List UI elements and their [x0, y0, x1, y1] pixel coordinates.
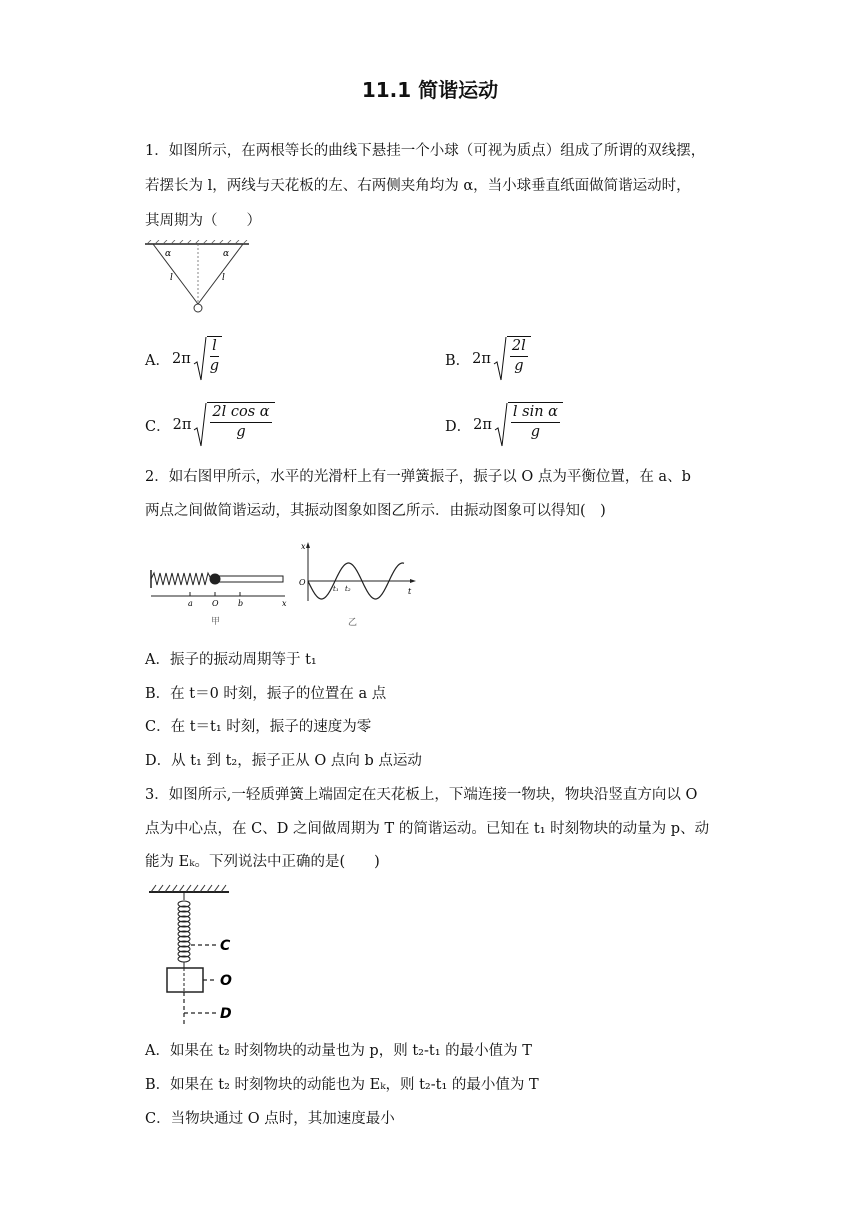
option-label: D．: [445, 418, 472, 435]
q1-fig-length-left: l: [170, 273, 173, 283]
q2-option-c[interactable]: C．在 t＝t₁ 时刻，振子的速度为零: [145, 719, 372, 735]
option-label: C．: [145, 418, 171, 435]
yi-tick-t1: t₁: [333, 585, 339, 593]
yi-ylabel: x: [301, 542, 306, 551]
option-prefix: 2π: [171, 351, 191, 367]
formula-denominator: g: [530, 424, 541, 440]
q1-line-2: 若摆长为 l，两线与天花板的左、右两侧夹角均为 α，当小球垂直纸面做简谐运动时，: [145, 178, 691, 194]
jia-label-o: O: [212, 599, 219, 608]
option-label: B．: [445, 352, 471, 369]
q3-option-a[interactable]: A．如果在 t₂ 时刻物块的动量也为 p，则 t₂-t₁ 的最小值为 T: [145, 1043, 532, 1059]
q1-fig-angle-right: α: [223, 249, 230, 259]
q1-fig-length-right: l: [222, 273, 225, 283]
q3-line-1: 3．如图所示,一轻质弹簧上端固定在天花板上，下端连接一物块，物块沿竖直方向以 O: [145, 787, 698, 803]
jia-label-x: x: [282, 599, 287, 608]
formula-denominator: g: [209, 358, 220, 374]
formula-numerator: 2l: [510, 337, 528, 357]
q2-vibration-graph-yi: [296, 539, 420, 627]
q1-option-c[interactable]: [145, 402, 275, 448]
q2-spring-oscillator-figure-jia: [145, 562, 295, 626]
formula-numerator: l: [210, 337, 219, 357]
q2-option-a[interactable]: A．振子的振动周期等于 t₁: [145, 652, 317, 668]
yi-xlabel: t: [408, 587, 412, 596]
jia-caption: 甲: [211, 617, 221, 626]
q1-bifilar-pendulum-figure: [143, 240, 253, 318]
jia-label-b: b: [238, 599, 244, 608]
yi-tick-t2: t₂: [345, 585, 351, 593]
option-prefix: 2π: [172, 417, 192, 433]
formula-denominator: g: [236, 424, 246, 440]
q3-line-2: 点为中心点，在 C、D 之间做周期为 T 的简谐运动。已知在 t₁ 时刻物块的动量为 p、动: [145, 821, 710, 837]
q2-line-2: 两点之间做简谐运动，其振动图象如图乙所示．由振动图象可以得知( ): [145, 503, 606, 519]
q1-line-1: 1．如图所示，在两根等长的曲线下悬挂一个小球（可视为质点）组成了所谓的双线摆，: [145, 143, 706, 159]
jia-label-a: a: [188, 599, 193, 608]
formula-numerator: l sin α: [511, 403, 560, 423]
q3-option-b[interactable]: B．如果在 t₂ 时刻物块的动能也为 Eₖ，则 t₂-t₁ 的最小值为 T: [145, 1077, 539, 1093]
q1-fig-angle-left: α: [165, 249, 172, 259]
q2-line-1: 2．如右图甲所示，水平的光滑杆上有一弹簧振子，振子以 O 点为平衡位置，在 a、b: [145, 469, 691, 485]
q3-vertical-spring-figure: [145, 882, 245, 1030]
yi-caption: 乙: [348, 618, 358, 627]
option-label: A．: [145, 352, 170, 369]
q1-option-b[interactable]: [445, 336, 531, 382]
option-prefix: 2π: [472, 351, 491, 367]
formula-numerator: 2l cos α: [210, 403, 271, 423]
option-prefix: 2π: [473, 417, 492, 433]
yi-origin: O: [299, 578, 306, 587]
q2-option-d[interactable]: D．从 t₁ 到 t₂，振子正从 O 点向 b 点运动: [145, 753, 422, 769]
q2-option-b[interactable]: B．在 t＝0 时刻，振子的位置在 a 点: [145, 686, 387, 702]
q3-fig-label-d: D: [220, 1006, 232, 1022]
q3-fig-label-o: O: [220, 973, 232, 989]
formula-denominator: g: [514, 358, 524, 374]
q1-option-a[interactable]: [145, 336, 222, 382]
q1-option-d[interactable]: [445, 402, 563, 448]
q3-fig-label-c: C: [220, 938, 231, 954]
q3-line-3: 能为 Eₖ。下列说法中正确的是( ): [145, 854, 380, 870]
page-title: 11.1 简谐运动: [361, 78, 499, 102]
q3-option-c[interactable]: C．当物块通过 O 点时，其加速度最小: [145, 1111, 395, 1127]
q1-line-3: 其周期为（ ）: [145, 213, 261, 229]
